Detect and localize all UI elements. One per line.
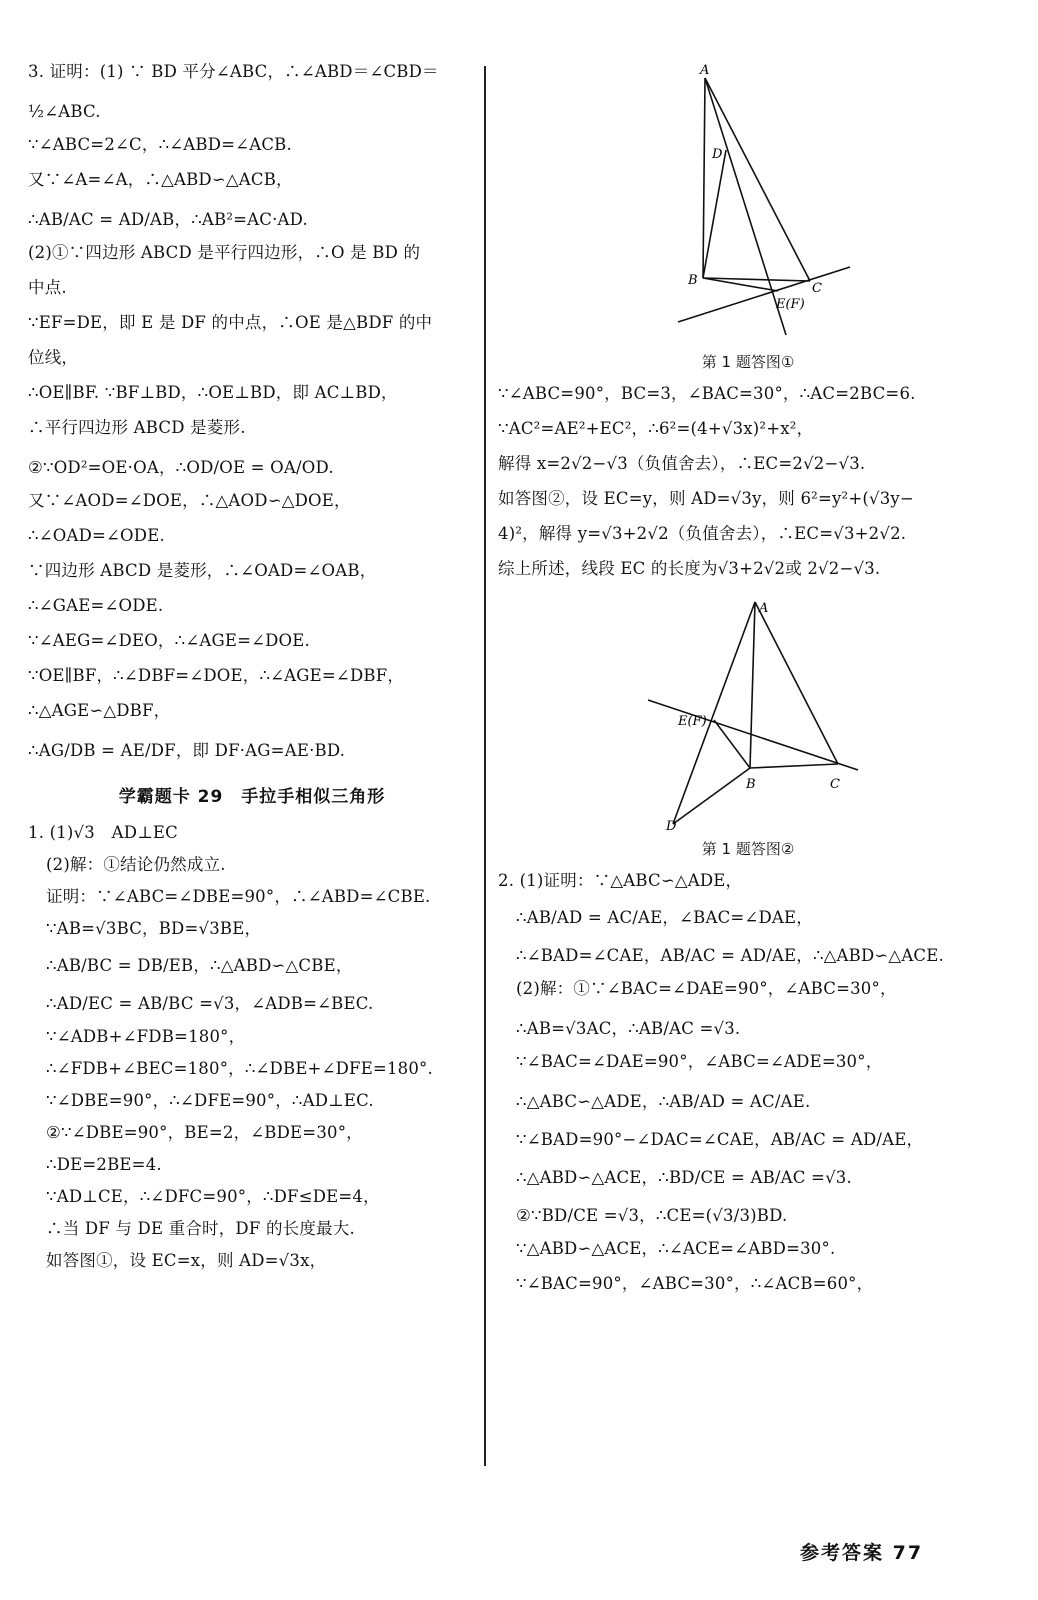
text-line: ②∵BD/CE =√3，∴CE=(√3/3)BD.	[516, 1206, 788, 1225]
text-line: ∴OE∥BF. ∵BF⊥BD，∴OE⊥BD，即 AC⊥BD，	[28, 383, 398, 402]
text-line: 2. (1)证明：∵△ABC∽△ADE，	[498, 871, 743, 890]
text-line: ∴AB/BC = DB/EB，∴△ABD∽△CBE，	[46, 956, 353, 975]
text-line: (2)解：①结论仍然成立.	[46, 855, 226, 874]
text-line: ∵四边形 ABCD 是菱形，∴∠OAD=∠OAB，	[28, 561, 377, 580]
section-heading: 学霸题卡 29 手拉手相似三角形	[118, 787, 386, 807]
point-label-a: A	[700, 63, 710, 78]
text-line: ∴AB/AC = AD/AB，∴AB²=AC·AD.	[28, 210, 308, 229]
text-line: ∵∠DBE=90°，∴∠DFE=90°，∴AD⊥EC.	[46, 1091, 374, 1110]
point-label-b: B	[688, 273, 698, 288]
point-label-c: C	[830, 777, 840, 792]
text-line: ∵∠BAC=∠DAE=90°，∠ABC=∠ADE=30°，	[516, 1052, 883, 1071]
point-label-b: B	[746, 777, 756, 792]
text-line: ∴AG/DB = AE/DF，即 DF·AG=AE·BD.	[28, 741, 346, 760]
text-line: 证明：∵∠ABC=∠DBE=90°，∴∠ABD=∠CBE.	[46, 887, 431, 906]
text-line: ½∠ABC.	[28, 102, 101, 121]
text-line: ∴AD/EC = AB/BC =√3，∠ADB=∠BEC.	[46, 994, 374, 1013]
text-line: ∵EF=DE，即 E 是 DF 的中点，∴OE 是△BDF 的中	[28, 313, 433, 332]
right-column	[498, 60, 998, 1307]
text-line: 又∵∠A=∠A，∴△ABD∽△ACB，	[28, 170, 293, 189]
text-line: 中点.	[28, 278, 67, 297]
text-line: ∴DE=2BE=4.	[46, 1155, 162, 1174]
text-line: 又∵∠AOD=∠DOE，∴△AOD∽△DOE，	[28, 491, 351, 510]
problem-3-solution	[28, 60, 476, 768]
text-line: ②∵OD²=OE·OA，∴OD/OE = OA/OD.	[28, 458, 334, 477]
text-line: ∵AB=√3BC，BD=√3BE，	[46, 919, 262, 938]
text-line: ∴当 DF 与 DE 重合时，DF 的长度最大.	[46, 1219, 355, 1238]
figure-1	[638, 60, 858, 345]
text-line: ∵∠ADB+∠FDB=180°，	[46, 1027, 246, 1046]
figure-1-caption: 第 1 题答图①	[701, 353, 795, 371]
problem-1-solution	[28, 821, 476, 1273]
text-line: ∵∠ABC=90°，BC=3，∠BAC=30°，∴AC=2BC=6.	[498, 384, 916, 403]
text-line: 如答图②，设 EC=y，则 AD=√3y，则 6²=y²+(√3y−	[498, 489, 914, 508]
text-line: ∵∠BAC=90°，∠ABC=30°，∴∠ACB=60°，	[516, 1274, 874, 1293]
point-label-d: D	[666, 819, 677, 832]
text-line: ∴∠OAD=∠ODE.	[28, 526, 165, 545]
text-line: ∴△ABC∽△ADE，∴AB/AD = AC/AE.	[516, 1092, 811, 1111]
text-line: ∴AB=√3AC，∴AB/AC =√3.	[516, 1019, 741, 1038]
text-line: 如答图①，设 EC=x，则 AD=√3x，	[46, 1251, 327, 1270]
text-line: ∴∠FDB+∠BEC=180°，∴∠DBE+∠DFE=180°.	[46, 1059, 433, 1078]
text-line: (2)解：①∵∠BAC=∠DAE=90°，∠ABC=30°，	[516, 979, 897, 998]
text-line: ∵∠ABC=2∠C，∴∠ABD=∠ACB.	[28, 135, 292, 154]
point-label-a: A	[759, 601, 769, 616]
figure-2-caption: 第 1 题答图②	[701, 840, 795, 858]
text-line: ∵△ABD∽△ACE，∴∠ACE=∠ABD=30°.	[516, 1239, 836, 1258]
page-label: 参考答案	[800, 1542, 885, 1564]
text-line: ∵OE∥BF，∴∠DBF=∠DOE，∴∠AGE=∠DBF，	[28, 666, 405, 685]
point-label-ef: E(F)	[776, 297, 805, 312]
text-line: ∴平行四边形 ABCD 是菱形.	[28, 418, 246, 437]
page-number: 77	[892, 1542, 924, 1564]
text-line: 位线，	[28, 348, 79, 367]
text-line: ∵AD⊥CE，∴∠DFC=90°，∴DF≤DE=4，	[46, 1187, 380, 1206]
text-line: 3. 证明：(1) ∵ BD 平分∠ABC，∴∠ABD＝∠CBD＝	[28, 62, 439, 81]
text-line: ∵∠BAD=90°−∠DAC=∠CAE，AB/AC = AD/AE，	[516, 1130, 924, 1149]
column-divider	[484, 66, 486, 1466]
text-line: ∵∠AEG=∠DEO，∴∠AGE=∠DOE.	[28, 631, 310, 650]
left-column	[28, 60, 476, 1281]
point-label-c: C	[812, 281, 822, 296]
page-footer	[800, 1538, 923, 1565]
text-line: ∵AC²=AE²+EC²，∴6²=(4+√3x)²+x²，	[498, 419, 814, 438]
figure-2	[638, 592, 858, 832]
text-line: ∴△AGE∽△DBF，	[28, 701, 171, 720]
point-label-d: D	[712, 147, 723, 162]
text-line: ∴∠GAE=∠ODE.	[28, 596, 164, 615]
text-line: 4)²，解得 y=√3+2√2（负值舍去），∴EC=√3+2√2.	[498, 524, 907, 543]
text-line: 综上所述，线段 EC 的长度为√3+2√2或 2√2−√3.	[498, 559, 881, 578]
text-line: ∴△ABD∽△ACE，∴BD/CE = AB/AC =√3.	[516, 1168, 852, 1187]
text-line: ∴AB/AD = AC/AE，∠BAC=∠DAE，	[516, 908, 813, 927]
text-line: 1. (1)√3 AD⊥EC	[28, 823, 179, 842]
point-label-ef: E(F)	[678, 714, 707, 729]
text-line: (2)①∵四边形 ABCD 是平行四边形，∴O 是 BD 的	[28, 243, 421, 262]
text-line: ②∵∠DBE=90°，BE=2，∠BDE=30°，	[46, 1123, 363, 1142]
text-line: ∴∠BAD=∠CAE，AB/AC = AD/AE，∴△ABD∽△ACE.	[516, 946, 944, 965]
text-line: 解得 x=2√2−√3（负值舍去），∴EC=2√2−√3.	[498, 454, 866, 473]
